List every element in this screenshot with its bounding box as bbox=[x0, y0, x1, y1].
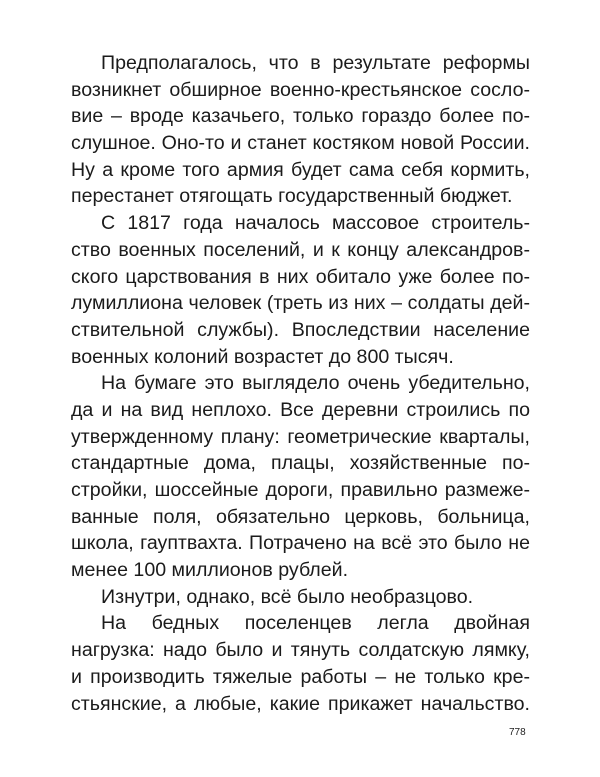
text-line: С 1817 года началось массовое строитель- bbox=[101, 212, 530, 235]
text-line: ствительной службы). Впоследствии население bbox=[71, 318, 530, 341]
paragraph bbox=[71, 50, 530, 210]
text-line: и производить тяжелые работы – не только кре- bbox=[71, 665, 530, 688]
text-line: школа, гауптвахта. Потрачено на всё это было не bbox=[71, 532, 530, 555]
text-line: На бедных поселенцев легла двойная bbox=[101, 612, 530, 635]
text-line: стандартные дома, плацы, хозяйственные по- bbox=[71, 452, 530, 475]
text-line: слушное. Оно-то и станет костяком новой России. bbox=[71, 132, 530, 155]
text-line: Предполагалось, что в результате реформы bbox=[101, 52, 530, 74]
page-number: 778 bbox=[509, 727, 526, 738]
text-line: ство военных поселений, и к концу александров- bbox=[71, 238, 530, 261]
paragraph bbox=[71, 210, 530, 370]
text-line: вие – вроде казачьего, только гораздо более по- bbox=[71, 105, 530, 128]
text-line: менее 100 миллионов рублей. bbox=[71, 559, 349, 582]
text-line: Ну а кроме того армия будет сама себя кормить, bbox=[71, 158, 530, 181]
text-line: ванные поля, обязательно церковь, больница, bbox=[71, 505, 530, 528]
text-line: перестанет отягощать государственный бюджет. bbox=[71, 185, 513, 208]
text-line: военных колоний возрастет до 800 тысяч. bbox=[71, 345, 454, 368]
text-line: стройки, шоссейные дороги, правильно размеже- bbox=[71, 479, 530, 501]
text-line: Изнутри, однако, всё было необразцово. bbox=[101, 585, 474, 608]
text-line: ского царствования в них обитало уже более по- bbox=[71, 265, 530, 288]
text-line: нагрузка: надо было и тянуть солдатскую лямку, bbox=[71, 639, 530, 662]
paragraph bbox=[71, 584, 530, 611]
text-line: На бумаге это выглядело очень убедительно, bbox=[101, 372, 530, 395]
document-page bbox=[71, 50, 530, 717]
text-line: стьянские, а любые, какие прикажет начальство. bbox=[71, 692, 530, 715]
paragraph bbox=[71, 370, 530, 584]
text-line: утвержденному плану: геометрические кварталы, bbox=[71, 425, 530, 448]
paragraph bbox=[71, 610, 530, 717]
text-line: лумиллиона человек (треть из них – солдаты дей- bbox=[71, 292, 530, 315]
text-line: возникнет обширное военно-крестьянское сосло- bbox=[71, 78, 530, 101]
text-line: да и на вид неплохо. Все деревни строились по bbox=[71, 398, 530, 421]
